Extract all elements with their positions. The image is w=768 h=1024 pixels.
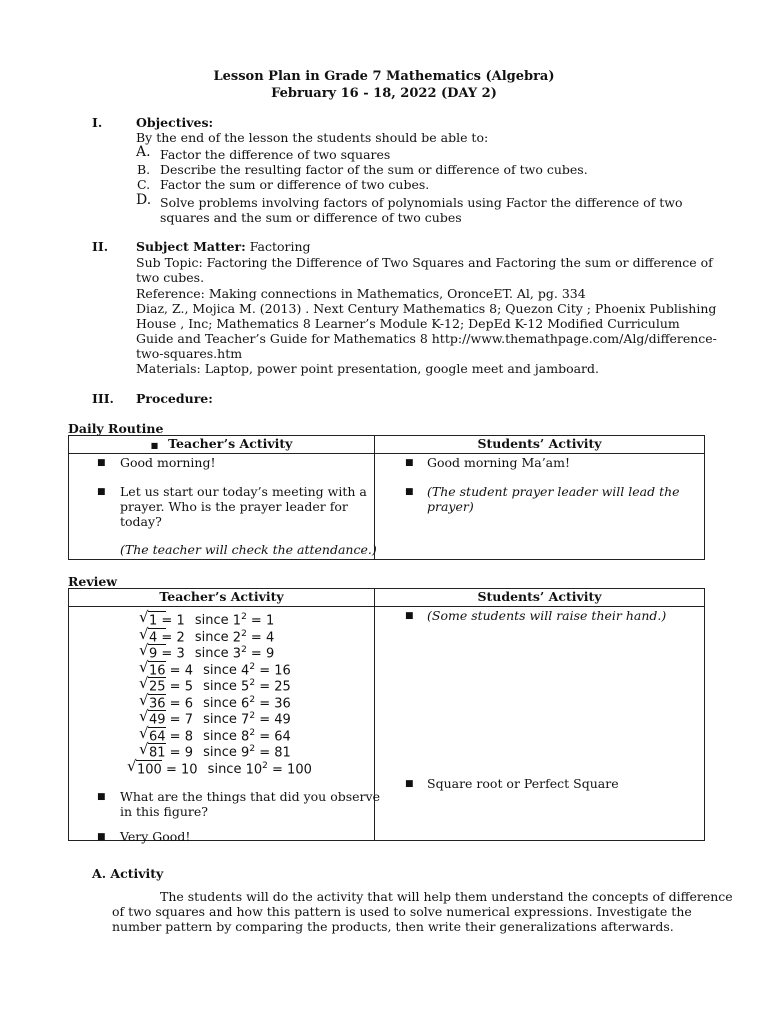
square-root-row: [149, 728, 291, 744]
page-date: February 16 - 18, 2022 (DAY 2): [271, 86, 497, 101]
equals-sign: =: [246, 646, 266, 662]
square-root-row: [137, 761, 312, 777]
subject-heading: Subject Matter:: [136, 239, 246, 254]
teacher-header: ■ Teacher’s Activity: [69, 436, 375, 454]
square-root-row: [149, 744, 291, 760]
radicand: 25: [149, 679, 166, 695]
objective-letter-d: D.: [136, 192, 152, 208]
daily-routine-label: Daily Routine: [68, 421, 164, 436]
square-value: 4: [265, 629, 275, 645]
square-root-row: [149, 695, 291, 711]
praise: Very Good!: [120, 829, 191, 844]
equals-sign: =: [255, 728, 275, 744]
activity-line: The students will do the activity that will help them understand the concepts of difference: [160, 889, 733, 904]
root-value: 5: [184, 679, 193, 695]
list-item: Good morning Ma’am!: [427, 455, 570, 470]
radical-icon: √: [139, 707, 149, 725]
since-word: since: [203, 761, 246, 777]
exponent: 2: [249, 727, 256, 738]
radicand: 64: [149, 728, 166, 744]
equals-sign: =: [255, 745, 275, 761]
base-value: 3: [232, 646, 242, 662]
root-value: 4: [184, 662, 193, 678]
objective-d-cont: squares and the sum or difference of two cubes: [160, 210, 462, 225]
equals-sign: =: [157, 613, 177, 629]
radical-icon: √: [127, 756, 137, 775]
square-value: 1: [265, 613, 275, 629]
list-item: prayer): [427, 499, 474, 514]
square-root-row: [149, 678, 291, 694]
base-value: 4: [241, 662, 250, 678]
exponent: 2: [241, 645, 247, 655]
objectives-heading: Objectives:: [136, 115, 214, 130]
base-value: 8: [241, 728, 250, 744]
equals-sign: =: [165, 695, 185, 711]
equals-sign: =: [267, 761, 288, 777]
procedure-heading: Procedure:: [136, 391, 213, 406]
base-value: 9: [241, 745, 250, 761]
square-value: 16: [274, 662, 291, 678]
student-note: (Some students will raise their hand.): [427, 608, 667, 623]
teacher-note: (The teacher will check the attendance.): [120, 542, 377, 557]
radicand: 9: [149, 646, 158, 662]
radicand: 4: [149, 629, 158, 645]
square-value: 100: [287, 761, 312, 777]
square-root-row: [149, 711, 291, 727]
root-value: 8: [184, 728, 193, 744]
base-value: 2: [232, 629, 242, 645]
square-value: 36: [274, 695, 291, 711]
objectives-numeral: I.: [92, 115, 103, 130]
procedure-numeral: III.: [92, 391, 114, 406]
equals-sign: =: [165, 712, 185, 728]
equals-sign: =: [255, 662, 275, 678]
page-title: Lesson Plan in Grade 7 Mathematics (Algebra): [213, 69, 555, 84]
objectives-intro: By the end of the lesson the students should be able to:: [136, 130, 489, 145]
radical-icon: √: [139, 690, 149, 709]
question-line: in this figure?: [120, 804, 208, 819]
equals-sign: =: [165, 745, 185, 761]
question-line: What are the things that did you observe: [120, 789, 380, 804]
equals-sign: =: [246, 613, 266, 629]
radical-icon: √: [139, 674, 149, 692]
list-item: today?: [120, 514, 162, 529]
equals-sign: =: [255, 679, 275, 695]
square-value: 64: [274, 728, 291, 744]
root-value: 9: [184, 745, 193, 761]
subject-line: two-squares.htm: [136, 346, 243, 361]
activity-line: number pattern by comparing the products, then write their generalizations afterwards.: [112, 919, 674, 934]
objective-b: Describe the resulting factor of the sum or difference of two cubes.: [160, 162, 588, 177]
base-value: 5: [241, 679, 250, 695]
subject-line: House , Inc; Mathematics 8 Learner’s Module K-12; DepEd K-12 Modified Curriculum: [136, 316, 680, 331]
exponent: 2: [249, 678, 256, 688]
teacher-header: Teacher’s Activity: [69, 589, 375, 607]
subject-line: Materials: Laptop, power point presentation, google meet and jamboard.: [136, 361, 600, 376]
list-item: prayer. Who is the prayer leader for: [120, 499, 348, 514]
square-value: 25: [274, 679, 291, 695]
root-value: 10: [181, 761, 198, 777]
review-label: Review: [68, 574, 118, 589]
student-cell: ■ (Some students will raise their hand.) ■ Square root or Perfect Square: [405, 608, 667, 791]
radicand: 1: [149, 613, 158, 629]
radical-icon: √: [139, 608, 149, 626]
list-item: (The student prayer leader will lead the: [427, 484, 680, 499]
equals-sign: =: [157, 629, 177, 645]
objective-d: Solve problems involving factors of polynomials using Factor the difference of two: [160, 195, 683, 210]
objective-letter-c: C.: [137, 177, 151, 192]
since-word: since: [199, 745, 242, 761]
objective-a: Factor the difference of two squares: [160, 147, 391, 162]
objective-c: Factor the sum or difference of two cubes.: [160, 177, 430, 192]
radicand: 16: [149, 662, 166, 678]
equals-sign: =: [255, 712, 275, 728]
square-root-row: [149, 629, 274, 645]
subject-line: Sub Topic: Factoring the Difference of Two Squares and Factoring the sum or difference of: [136, 255, 713, 270]
radical-icon: √: [139, 641, 149, 659]
subject-numeral: II.: [92, 239, 109, 254]
root-value: 3: [176, 646, 185, 662]
equals-sign: =: [165, 679, 185, 695]
objective-letter-b: B.: [137, 162, 151, 177]
objective-letter-a: A.: [136, 144, 151, 160]
exponent: 2: [241, 628, 247, 639]
base-value: 1: [232, 613, 242, 629]
since-word: since: [199, 695, 242, 711]
base-value: 6: [241, 695, 250, 711]
list-item: Good morning!: [120, 455, 216, 470]
square-value: 81: [274, 745, 291, 761]
student-header: Students’ Activity: [375, 436, 705, 454]
since-word: since: [190, 629, 233, 645]
since-word: since: [190, 646, 233, 662]
review-table: [68, 588, 705, 844]
root-value: 7: [184, 712, 193, 728]
radical-icon: √: [139, 740, 149, 758]
subject-topic: Factoring: [249, 239, 311, 254]
equals-sign: =: [255, 695, 275, 711]
root-value: 1: [176, 613, 185, 629]
subject-line: Reference: Making connections in Mathematics, OronceET. Al, pg. 334: [136, 286, 586, 301]
daily-routine-table: ■ Teacher’s Activity Students’ Activity ■ Good morning! ■ Let us start our today’s meeting with a prayer. Who is the prayer leader for today? (The teacher will check the attendance.) ■ Good morning Ma’am! ■ (The student prayer leader will lead the prayer): [68, 435, 705, 560]
activity-line: of two squares and how this pattern is used to solve numerical expressions. Investigate the: [112, 904, 692, 919]
radical-icon: √: [139, 657, 149, 676]
list-item: Let us start our today’s meeting with a: [120, 484, 367, 499]
student-answer: Square root or Perfect Square: [427, 776, 619, 791]
base-value: 10: [245, 761, 263, 777]
root-value: 2: [176, 629, 185, 645]
since-word: since: [199, 728, 242, 744]
radical-icon: √: [139, 624, 149, 643]
square-roots-figure: ■ What are the things that did you observe in this figure? ■ Very Good! √ 1 = 1 since $1^2 = 1$ √ 4 = 2 since $2^2 = 4$ √ 9 = 3 since $3^2 = 9$ √ 16 = 4 since $4^2 = 16$ √ 25 = 5 since $5^2 = 25$ √ 36 = 6 since $6^2 = 36$ √ 49 = 7 since $7^2 = 49$ √ 64 = 8 since $8^2 = 64$ √ 81 = 9 since $9^2 = 81$ √ 100 = 10 since $10^2 = 100$: [97, 608, 380, 844]
radicand: 36: [149, 695, 166, 711]
subject-heading-line: [136, 239, 311, 254]
radicand: 81: [149, 745, 166, 761]
since-word: since: [199, 662, 242, 678]
exponent: 2: [249, 711, 256, 721]
equals-sign: =: [161, 761, 181, 777]
activity-heading: A. Activity: [92, 866, 164, 881]
since-word: since: [190, 613, 233, 629]
since-word: since: [199, 712, 242, 728]
equals-sign: =: [165, 662, 185, 678]
square-root-row: [149, 645, 274, 661]
square-value: 49: [274, 712, 291, 728]
subject-line: two cubes.: [136, 270, 205, 285]
square-value: 9: [265, 646, 275, 662]
square-root-row: [149, 662, 291, 678]
base-value: 7: [241, 712, 250, 728]
equals-sign: =: [246, 629, 266, 645]
exponent: 2: [249, 661, 256, 672]
square-root-row: [149, 612, 274, 628]
exponent: 2: [241, 612, 247, 622]
exponent: 2: [249, 744, 256, 754]
equals-sign: =: [157, 646, 177, 662]
radicand: 49: [149, 712, 166, 728]
equals-sign: =: [165, 728, 185, 744]
subject-line: Diaz, Z., Mojica M. (2013) . Next Century Mathematics 8; Quezon City ; Phoenix Publishing: [136, 301, 717, 316]
exponent: 2: [249, 694, 256, 705]
subject-line: Guide and Teacher’s Guide for Mathematics 8 http://www.themathpage.com/Alg/difference-: [136, 331, 717, 346]
radicand: 100: [137, 761, 162, 777]
root-value: 6: [184, 695, 193, 711]
exponent: 2: [262, 760, 268, 771]
since-word: since: [199, 679, 242, 695]
student-header: Students’ Activity: [375, 589, 705, 607]
radical-icon: √: [139, 723, 149, 742]
